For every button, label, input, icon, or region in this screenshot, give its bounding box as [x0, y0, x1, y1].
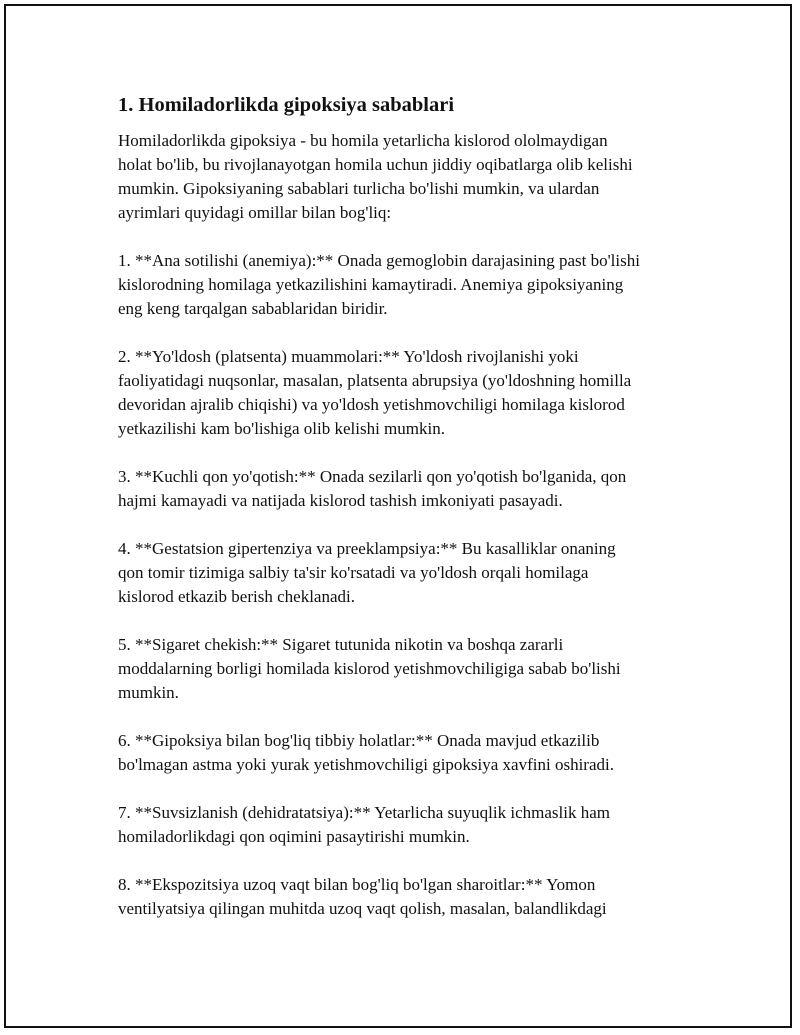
text-line: 6. **Gipoksiya bilan bog'liq tibbiy holatlar:** Onada mavjud etkazilib [118, 731, 600, 750]
text-line: holat bo'lib, bu rivojlanayotgan homila uchun jiddiy oqibatlarga olib kelishi [118, 155, 633, 174]
cause-paragraph-2 [118, 345, 698, 441]
intro-paragraph [118, 129, 698, 225]
text-line: ayrimlari quyidagi omillar bilan bog'liq: [118, 203, 392, 222]
text-line: homiladorlikdagi qon oqimini pasaytirishi mumkin. [118, 827, 470, 846]
text-line: faoliyatidagi nuqsonlar, masalan, platsenta abrupsiya (yo'ldoshning homilla [118, 371, 632, 390]
cause-paragraph-7 [118, 801, 698, 849]
cause-paragraph-4 [118, 537, 698, 609]
text-line: 3. **Kuchli qon yo'qotish:** Onada sezilarli qon yo'qotish bo'lganida, qon [118, 467, 627, 486]
document-body [118, 92, 698, 945]
text-line: hajmi kamayadi va natijada kislorod tashish imkoniyati pasayadi. [118, 491, 563, 510]
text-line: 1. **Ana sotilishi (anemiya):** Onada gemoglobin darajasining past bo'lishi [118, 251, 640, 270]
text-line: 4. **Gestatsion gipertenziya va preeklampsiya:** Bu kasalliklar onaning [118, 539, 616, 558]
text-line: yetkazilishi kam bo'lishiga olib kelishi mumkin. [118, 419, 445, 438]
text-line: Homiladorlikda gipoksiya - bu homila yetarlicha kislorod ololmaydigan [118, 131, 608, 150]
cause-paragraph-3 [118, 465, 698, 513]
text-line: 2. **Yo'ldosh (platsenta) muammolari:** Yo'ldosh rivojlanishi yoki [118, 347, 579, 366]
text-line: 7. **Suvsizlanish (dehidratatsiya):** Yetarlicha suyuqlik ichmaslik ham [118, 803, 610, 822]
cause-paragraph-1 [118, 249, 698, 321]
cause-paragraph-8 [118, 873, 698, 921]
text-line: kislorodning homilaga yetkazilishini kamaytiradi. Anemiya gipoksiyaning [118, 275, 624, 294]
text-line: eng keng tarqalgan sabablaridan biridir. [118, 299, 388, 318]
text-line: mumkin. Gipoksiyaning sabablari turlicha bo'lishi mumkin, va ulardan [118, 179, 600, 198]
cause-paragraph-5 [118, 633, 698, 705]
section-heading: 1. Homiladorlikda gipoksiya sabablari [118, 94, 455, 116]
cause-paragraph-6 [118, 729, 698, 777]
text-line: 8. **Ekspozitsiya uzoq vaqt bilan bog'liq bo'lgan sharoitlar:** Yomon [118, 875, 596, 894]
text-line: qon tomir tizimiga salbiy ta'sir ko'rsatadi va yo'ldosh orqali homilaga [118, 563, 589, 582]
text-line: mumkin. [118, 683, 179, 702]
text-line: moddalarning borligi homilada kislorod yetishmovchiligiga sabab bo'lishi [118, 659, 621, 678]
text-line: kislorod etkazib berish cheklanadi. [118, 587, 355, 606]
text-line: ventilyatsiya qilingan muhitda uzoq vaqt qolish, masalan, balandlikdagi [118, 899, 607, 918]
text-line: bo'lmagan astma yoki yurak yetishmovchiligi gipoksiya xavfini oshiradi. [118, 755, 614, 774]
text-line: 5. **Sigaret chekish:** Sigaret tutunida nikotin va boshqa zararli [118, 635, 564, 654]
text-line: devoridan ajralib chiqishi) va yo'ldosh yetishmovchiligi homilaga kislorod [118, 395, 625, 414]
